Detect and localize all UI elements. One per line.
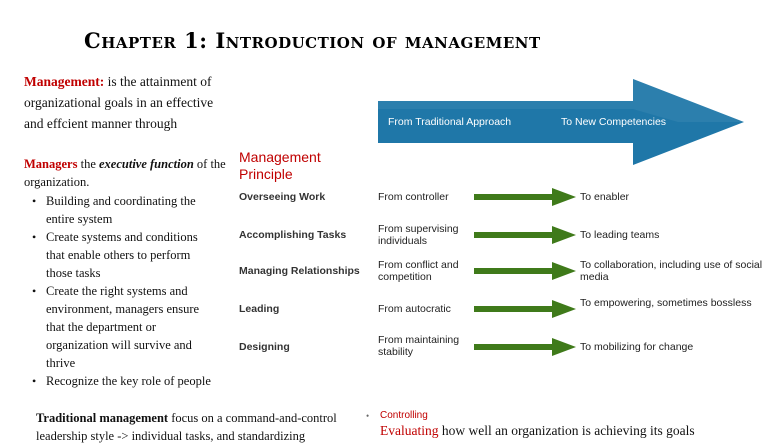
list-item: • Recognize the key role of people	[32, 372, 212, 390]
controlling-description	[380, 423, 695, 439]
page-title: Chapter 1: Introduction of management	[84, 28, 541, 53]
principle-to: To enabler	[580, 191, 630, 203]
principle-name: Designing	[239, 341, 290, 353]
traditional-management-term: Traditional management	[36, 411, 169, 425]
principle-from: From autocratic	[378, 303, 451, 315]
principle-to: To collaboration, including use of social media	[580, 259, 763, 283]
management-term: Management:	[24, 74, 105, 89]
principle-from: From maintaining stability	[378, 334, 460, 358]
evaluating-term: Evaluating	[380, 423, 439, 438]
principles-heading: Management Principle	[239, 149, 321, 182]
principle-from: From supervising individuals	[378, 223, 459, 247]
principle-name: Overseeing Work	[239, 191, 326, 203]
arrow-from-label: From Traditional Approach	[388, 116, 512, 128]
traditional-management-desc: focus on a command-and-control leadership style -> individual tasks, and standardizing	[36, 411, 337, 443]
green-arrow	[474, 188, 578, 206]
green-arrow	[474, 226, 578, 244]
principle-name: Leading	[239, 303, 280, 315]
managers-definition	[24, 155, 234, 191]
executive-function: executive function	[99, 157, 194, 171]
list-item: • Create the right systems and environment, managers ensure that the department or organization will survive and thrive	[32, 282, 212, 372]
management-definition-text: is the attainment of organizational goals in an effective and effcient manner through	[24, 74, 214, 131]
controlling-bullet: •	[366, 411, 370, 421]
managers-bullet-list	[32, 192, 212, 390]
green-arrow	[474, 338, 578, 356]
traditional-management-text	[36, 409, 366, 445]
arrow-to-label: To New Competencies	[561, 116, 667, 128]
managers-rest: of the organization.	[24, 157, 226, 189]
controlling-label: Controlling	[380, 410, 428, 421]
principle-from: From controller	[378, 191, 449, 203]
green-arrow	[474, 300, 578, 318]
managers-the: the	[80, 157, 99, 171]
green-arrow	[474, 262, 578, 280]
list-item: • Create systems and conditions that enable others to perform those tasks	[32, 228, 212, 282]
principle-name: Managing Relationships	[239, 265, 360, 277]
principle-to: To mobilizing for change	[580, 341, 694, 353]
controlling-text: how well an organization is achieving its goals	[438, 423, 695, 438]
managers-term: Managers	[24, 157, 78, 171]
principle-from: From conflict and competition	[378, 259, 459, 283]
list-item: • Building and coordinating the entire system	[32, 192, 212, 228]
management-definition	[24, 71, 224, 134]
principle-name: Accomplishing Tasks	[239, 229, 347, 241]
principle-to: To leading teams	[580, 229, 660, 241]
principle-to: To empowering, sometimes bossless	[580, 297, 752, 309]
